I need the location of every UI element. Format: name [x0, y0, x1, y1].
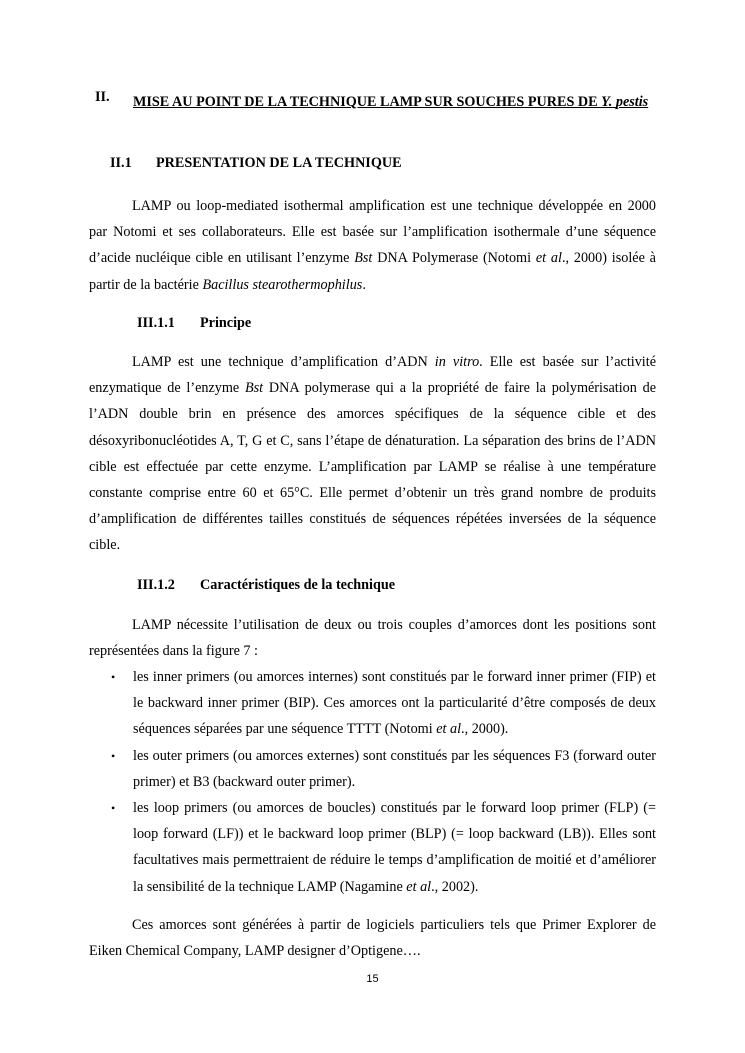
principe-title: Principe	[200, 315, 252, 331]
caracteristiques-number: III.1.2	[137, 577, 175, 593]
intro-paragraph	[89, 193, 656, 298]
closing-paragraph: Ces amorces sont générées à partir de logiciels particuliers tels que Primer Explorer de Eiken Chemical Company, LAMP designer d’Optigene….	[89, 917, 656, 960]
principe-text-3: DNA polymerase qui a la propriété de faire la polymérisation de l’ADN double brin en présence des amorces spécifiques de la séquence cible et des désoxyribonucléotides A, T, G et C, sans l’étape de dénaturation. La séparation des brins de l’ADN cible est effectuée par cette enzyme. L’amplification par LAMP se réalise à une température constante comprise entre 60 et 65°C. Elle permet d’obtenir un très grand nombre de produits d’amplification de différentes tailles constitués de séquences répétées inversées de la séquence cible.	[89, 380, 656, 554]
intro-italic-bacillus: Bacillus stearothermophilus	[202, 276, 363, 293]
section-title-epithet: pestis	[615, 94, 649, 110]
section-title-genus: Y.	[601, 94, 613, 110]
subsection-title: PRESENTATION DE LA TECHNIQUE	[156, 155, 402, 171]
bullet-marker-2: •	[111, 749, 116, 763]
intro-text-2: DNA Polymerase (Notomi	[372, 250, 536, 267]
bullet-1-text-1: les inner primers (ou amorces internes) sont constitués par le forward inner primer (FIP) et le backward inner primer (BIP). Ces amorces ont la particularité d’être composés de deux séquences séparées par une séquence TTTT (Notomi	[133, 669, 656, 738]
intro-italic-bst: Bst	[354, 250, 373, 267]
bullet-3-text-1: les loop primers (ou amorces de boucles) constitués par le forward loop primer (FLP) (= loop forward (LF)) et le backward loop primer (BLP) (= loop backward (LB)). Elles sont facultatives mais permettraient de réduire le temps d’amplification de moitié et d’améliorer la sensibilité de la technique LAMP (Nagamine	[133, 800, 656, 895]
bullet-item-outer-primers: les outer primers (ou amorces externes) sont constitués par les séquences F3 (forward outer primer) et B3 (backward outer primer).	[133, 748, 656, 791]
intro-italic-etal: et al	[535, 250, 562, 267]
bullet-marker-1: •	[111, 670, 116, 684]
principe-text-2: . Elle est basée sur l’activité enzymatique de l’enzyme	[89, 354, 656, 397]
bullet-item-inner-primers	[133, 664, 656, 743]
bullet-1-italic-etal: et al	[436, 721, 462, 738]
section-title	[133, 89, 656, 116]
intro-text-4: .	[362, 276, 366, 293]
caracteristiques-title: Caractéristiques de la technique	[200, 577, 396, 593]
principe-text-1: LAMP est une technique d’amplification d’ADN	[132, 354, 435, 370]
bullet-3-text-2: ., 2002).	[431, 878, 479, 895]
intro-text-1: LAMP ou loop-mediated isothermal amplification est une technique développée en 2000 par Notomi et ses collaborateurs. Elle est basée sur l’amplification isothermale d’une séquence d’acide nucléique cible en utilisant l’enzyme	[89, 198, 656, 267]
section-title-text: MISE AU POINT DE LA TECHNIQUE LAMP SUR SOUCHES PURES DE	[133, 94, 602, 110]
subsection-number: II.1	[110, 155, 132, 171]
bullet-3-italic-etal: et al	[406, 878, 432, 895]
bullet-1-text-2: ., 2000).	[461, 721, 509, 738]
principe-paragraph	[89, 349, 656, 559]
page-number: 15	[366, 973, 379, 985]
bullet-item-loop-primers	[133, 795, 656, 900]
principe-italic-bst: Bst	[244, 380, 264, 397]
section-number: II.	[95, 89, 110, 105]
caracteristiques-intro: LAMP nécessite l’utilisation de deux ou trois couples d’amorces dont les positions sont représentées dans la figure 7 :	[89, 617, 656, 660]
bullet-marker-3: •	[111, 801, 116, 815]
principe-number: III.1.1	[137, 315, 175, 331]
intro-text-3: ., 2000) isolée à partir de la bactérie	[89, 250, 656, 293]
principe-italic-invitro: in vitro	[434, 354, 480, 370]
